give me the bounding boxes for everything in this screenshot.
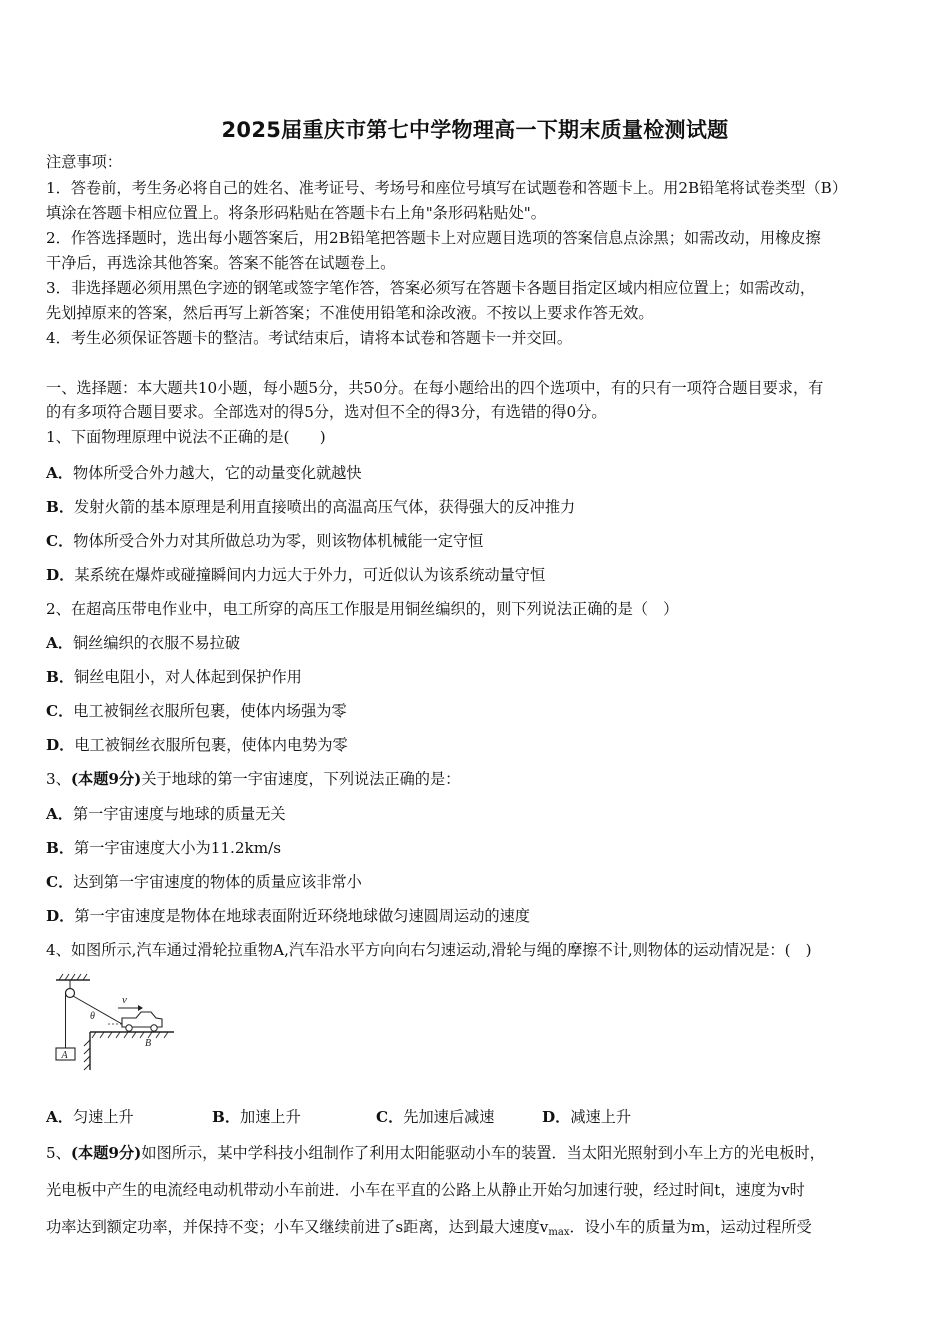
subscript: max	[548, 1227, 570, 1238]
option-text: 达到第一宇宙速度的物体的质量应该非常小	[73, 873, 362, 891]
notice-line: 先划掉原来的答案，然后再写上新答案；不准使用铅笔和涂改液。不按以上要求作答无效。	[46, 304, 654, 322]
q1-option-d	[46, 565, 908, 585]
question-2-stem: 2、在超高压带电作业中，电工所穿的高压工作服是用铜丝编织的，则下列说法正确的是（ ）	[46, 600, 679, 618]
q1-option-c	[46, 531, 908, 551]
q2-option-d	[46, 735, 908, 755]
car-wheel-icon	[126, 1025, 132, 1031]
notice-line: 4．考生必须保证答题卡的整洁。考试结束后，请将本试卷和答题卡一并交回。	[46, 329, 573, 347]
option-letter: B．	[46, 668, 75, 686]
car-wheel-icon	[151, 1025, 157, 1031]
option-letter: A．	[46, 805, 73, 823]
option-text: 第一宇宙速度是物体在地球表面附近环绕地球做匀速圆周运动的速度	[74, 907, 530, 925]
question-5-line: 光电板中产生的电流经电动机带动小车前进．小车在平直的公路上从静止开始匀加速行驶，经过时间t，速度为v时	[46, 1181, 805, 1199]
option-letter: A．	[46, 634, 73, 652]
q3-option-b	[46, 838, 908, 858]
q2-option-a	[46, 633, 908, 653]
option-text: 物体所受合外力对其所做总功为零，则该物体机械能一定守恒	[73, 532, 484, 550]
question-text: 如图所示，某中学科技小组制作了利用太阳能驱动小车的装置．当太阳光照射到小车上方的光电板时，	[141, 1144, 825, 1162]
q4-option-a	[46, 1107, 134, 1127]
question-text: 功率达到额定功率，并保持不变；小车又继续前进了s距离，达到最大速度v	[46, 1218, 549, 1236]
option-text: 电工被铜丝衣服所包裹，使体内电势为零	[74, 736, 348, 754]
q4-option-b	[212, 1107, 301, 1127]
q3-option-c	[46, 872, 908, 892]
notice-line: 1．答卷前，考生务必将自己的姓名、准考证号、考场号和座位号填写在试题卷和答题卡上。用2B铅笔将试卷类型（B）	[46, 179, 848, 197]
q2-option-c	[46, 701, 908, 721]
q4-option-c	[376, 1107, 494, 1127]
question-5-line	[46, 1217, 908, 1243]
question-3-stem	[46, 769, 908, 789]
option-text: 减速上升	[570, 1108, 632, 1126]
question-number: 5、	[46, 1144, 71, 1162]
option-letter: C．	[46, 873, 74, 891]
score-note: (本题9分)	[70, 1144, 142, 1162]
label-v: v	[122, 994, 127, 1006]
option-letter: D．	[46, 566, 75, 584]
q1-option-a	[46, 463, 908, 483]
notice-line: 填涂在答题卡相应位置上。将条形码粘贴在答题卡右上角"条形码粘贴处"。	[46, 204, 546, 222]
notice-heading: 注意事项：	[46, 153, 122, 171]
option-letter: B．	[46, 839, 75, 857]
question-number: 3、	[46, 770, 71, 788]
question-5-line	[46, 1143, 908, 1163]
option-text: 铜丝编织的衣服不易拉破	[72, 634, 241, 652]
option-text: 铜丝电阻小，对人体起到保护作用	[74, 668, 302, 686]
ground-hatch	[84, 1032, 168, 1070]
option-text: 发射火箭的基本原理是利用直接喷出的高温高压气体，获得强大的反冲推力	[74, 498, 576, 516]
question-text: 关于地球的第一宇宙速度，下列说法正确的是：	[141, 770, 461, 788]
label-theta: θ	[90, 1011, 95, 1022]
section-intro-line: 的有多项符合题目要求。全部选对的得5分，选对但不全的得3分，有选错的得0分。	[46, 403, 607, 421]
option-letter: D．	[46, 907, 75, 925]
option-text: 某系统在爆炸或碰撞瞬间内力远大于外力，可近似认为该系统动量守恒	[74, 566, 546, 584]
option-letter: B．	[46, 498, 75, 516]
q1-option-b	[46, 497, 908, 517]
question-4-stem: 4、如图所示,汽车通过滑轮拉重物A,汽车沿水平方向向右匀速运动,滑轮与绳的摩擦不计,则物体的运动情况是：( )	[46, 941, 812, 959]
option-letter: C．	[46, 532, 74, 550]
option-text: 物体所受合外力越大，它的动量变化就越快	[72, 464, 362, 482]
option-letter: B．	[212, 1108, 241, 1126]
rope-slanted	[73, 996, 122, 1024]
option-letter: A．	[46, 464, 73, 482]
q3-option-d	[46, 906, 908, 926]
page-title: 2025届重庆市第七中学物理高一下期末质量检测试题	[221, 118, 729, 142]
option-text: 先加速后减速	[403, 1108, 495, 1126]
arrow-head-icon	[138, 1005, 143, 1011]
option-text: 第一宇宙速度大小为11.2km/s	[74, 839, 282, 857]
label-b: B	[145, 1038, 152, 1049]
q3-option-a	[46, 804, 908, 824]
option-text: 匀速上升	[72, 1108, 134, 1126]
q4-option-d	[542, 1107, 631, 1127]
question-1-stem: 1、下面物理原理中说法不正确的是( )	[46, 428, 326, 446]
option-letter: C．	[46, 702, 74, 720]
option-text: 电工被铜丝衣服所包裹，使体内场强为零	[73, 702, 347, 720]
pulley-car-diagram	[50, 972, 180, 1076]
notice-line: 3．非选择题必须用黑色字迹的钢笔或签字笔作答，答案必须写在答题卡各题目指定区域内相应位置上；如需改动，	[46, 279, 816, 297]
label-a: A	[61, 1050, 68, 1061]
q2-option-b	[46, 667, 908, 687]
score-note: (本题9分)	[70, 770, 142, 788]
option-text: 第一宇宙速度与地球的质量无关	[72, 805, 286, 823]
ceiling-hatch	[59, 974, 87, 980]
option-letter: C．	[376, 1108, 404, 1126]
option-letter: A．	[46, 1108, 73, 1126]
question-text: ．设小车的质量为m，运动过程所受	[569, 1218, 812, 1236]
option-letter: D．	[46, 736, 75, 754]
section-intro-line: 一、选择题：本大题共10小题，每小题5分，共50分。在每小题给出的四个选项中，有的只有一项符合题目要求，有	[46, 379, 824, 397]
option-text: 加速上升	[240, 1108, 301, 1126]
option-letter: D．	[542, 1108, 571, 1126]
notice-line: 2．作答选择题时，选出每小题答案后，用2B铅笔把答题卡上对应题目选项的答案信息点涂黑；如需改动，用橡皮擦	[46, 229, 821, 247]
notice-line: 干净后，再选涂其他答案。答案不能答在试题卷上。	[46, 254, 396, 272]
